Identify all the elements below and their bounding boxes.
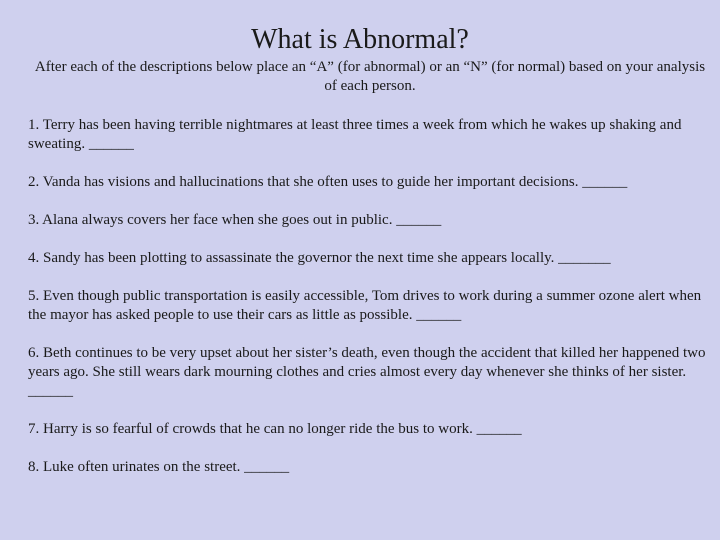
question-item-4: 4. Sandy has been plotting to assassinate the governor the next time she appears locally. _______ bbox=[28, 250, 611, 266]
page-title: What is Abnormal? bbox=[251, 24, 469, 55]
question-item-3: 3. Alana always covers her face when she goes out in public. ______ bbox=[28, 212, 442, 228]
instructions-text: After each of the descriptions below place an “A” (for abnormal) or an “N” (for normal) based on your analysis of each person. bbox=[34, 59, 706, 94]
question-item-7: 7. Harry is so fearful of crowds that he can no longer ride the bus to work. ______ bbox=[28, 421, 522, 437]
question-item-8: 8. Luke often urinates on the street. ______ bbox=[28, 459, 290, 475]
question-item-5: 5. Even though public transportation is easily accessible, Tom drives to work during a summer ozone alert when the mayor has asked people to use their cars as little as possible. ______ bbox=[28, 288, 702, 323]
question-item-6: 6. Beth continues to be very upset about her sister’s death, even though the accident that killed her happened two years ago. She still wears dark mourning clothes and cries almost every day whenever she thinks of her sister. ______ bbox=[28, 345, 706, 399]
question-item-2: 2. Vanda has visions and hallucinations that she often uses to guide her important decisions. ______ bbox=[28, 174, 628, 190]
question-list bbox=[28, 116, 712, 496]
question-item-1: 1. Terry has been having terrible nightmares at least three times a week from which he wakes up shaking and sweating. ______ bbox=[28, 117, 682, 152]
